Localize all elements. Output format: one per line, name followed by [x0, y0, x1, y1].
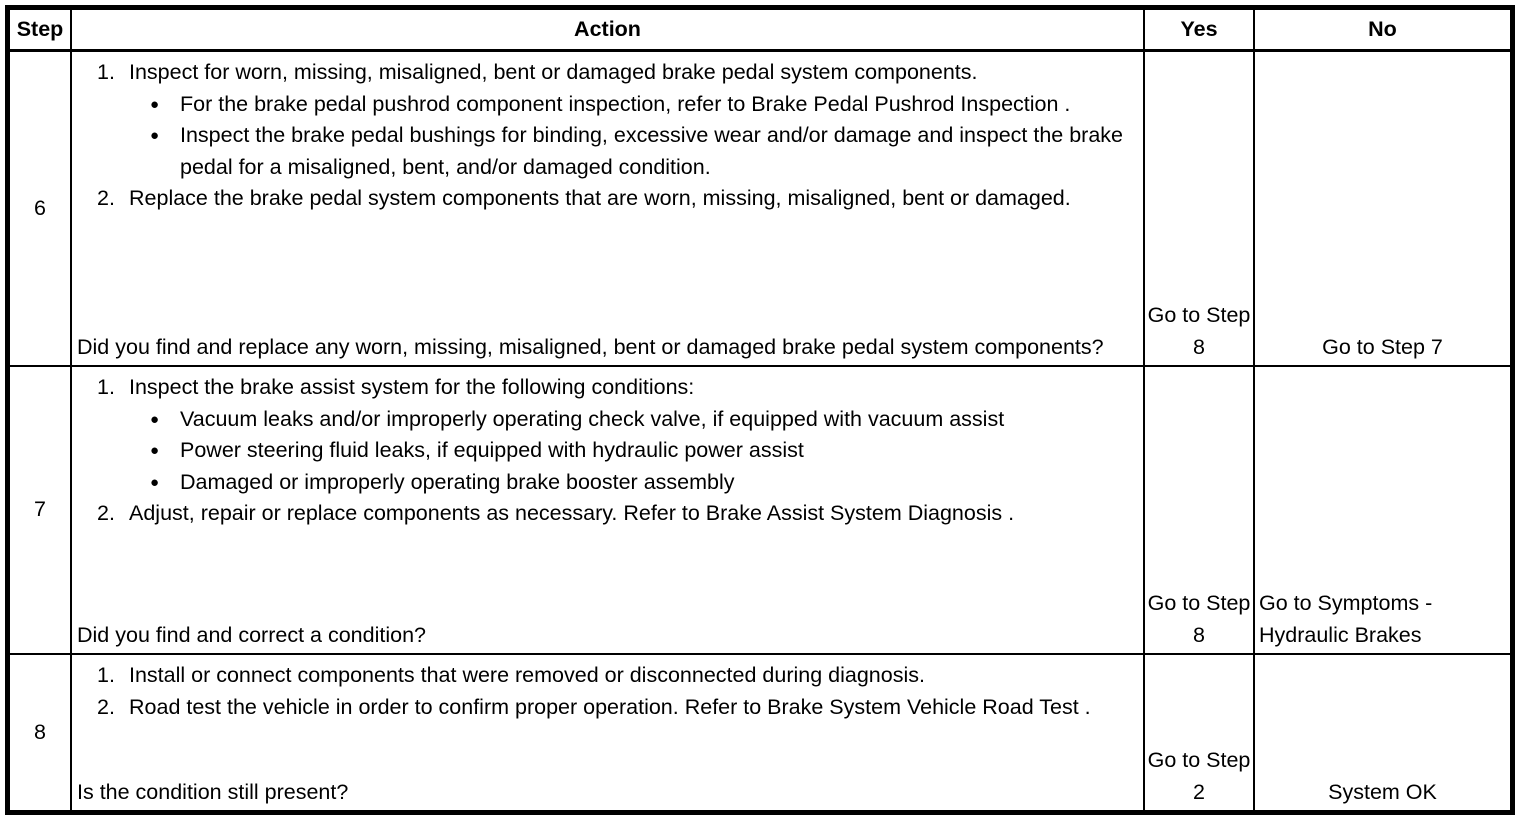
no-value: Go to Step 7	[1322, 334, 1443, 359]
diagnostic-table	[5, 5, 1515, 815]
list-item-text: Adjust, repair or replace components as necessary. Refer to Brake Assist System Diagnosis .	[129, 501, 1015, 525]
column-header-no: No	[1368, 16, 1397, 41]
yes-value: Go to Step 8	[1147, 303, 1251, 359]
no-cell	[1255, 367, 1510, 653]
bullet-icon: ●	[150, 473, 160, 491]
list-item-text: Inspect the brake pedal bushings for binding, excessive wear and/or damage and inspect the brake pedal for a misaligned, bent, and/or damaged condition.	[180, 123, 1124, 179]
list-item-text: For the brake pedal pushrod component inspection, refer to Brake Pedal Pushrod Inspection .	[180, 91, 1071, 116]
list-item	[76, 120, 1135, 183]
list-item	[76, 498, 1135, 530]
no-value: System OK	[1328, 779, 1437, 804]
list-number-marker: 1.	[97, 60, 115, 84]
no-value: Go to Symptoms - Hydraulic Brakes	[1259, 591, 1433, 647]
column-header-yes: Yes	[1145, 10, 1255, 49]
action-cell	[72, 655, 1145, 810]
column-header-action: Action	[72, 10, 1145, 49]
yes-cell	[1145, 655, 1255, 810]
list-item-text: Inspect the brake assist system for the following conditions:	[129, 375, 695, 399]
list-item-text: Damaged or improperly operating brake booster assembly	[180, 469, 735, 494]
list-number-marker: 2.	[97, 694, 115, 719]
list-item	[76, 183, 1135, 215]
column-header-step: Step	[10, 10, 72, 49]
list-item	[76, 435, 1135, 467]
list-number-marker: 2.	[97, 186, 115, 210]
list-item-text: Vacuum leaks and/or improperly operating check valve, if equipped with vacuum assist	[180, 406, 1005, 431]
no-cell	[1255, 655, 1510, 810]
list-item	[76, 404, 1135, 436]
question-text: Did you find and correct a condition?	[77, 622, 426, 647]
bullet-icon: ●	[150, 410, 160, 428]
table-row-step-7	[10, 365, 1510, 653]
step-number: 8	[10, 655, 72, 810]
list-item	[76, 660, 1135, 692]
list-item	[76, 89, 1135, 121]
step-number: 7	[10, 367, 72, 653]
no-cell	[1255, 52, 1510, 365]
yes-value: Go to Step 2	[1147, 748, 1251, 804]
bullet-icon: ●	[150, 442, 160, 459]
action-list	[76, 372, 1135, 530]
step-number: 6	[10, 52, 72, 365]
table-row-step-6	[10, 52, 1510, 365]
list-number-marker: 1.	[97, 375, 115, 399]
list-item	[76, 692, 1135, 724]
list-item-text: Replace the brake pedal system components that are worn, missing, misaligned, bent or damaged.	[129, 186, 1071, 210]
yes-cell	[1145, 52, 1255, 365]
list-item	[76, 467, 1135, 499]
list-item-text: Road test the vehicle in order to confirm proper operation. Refer to Brake System Vehicle Road Test .	[129, 694, 1091, 719]
question-text: Did you find and replace any worn, missing, misaligned, bent or damaged brake pedal system components?	[77, 334, 1104, 359]
list-number-marker: 1.	[97, 663, 115, 687]
yes-value: Go to Step 8	[1147, 591, 1251, 647]
list-item	[76, 57, 1135, 89]
bullet-icon: ●	[150, 95, 160, 113]
action-cell	[72, 367, 1145, 653]
list-item-text: Power steering fluid leaks, if equipped with hydraulic power assist	[180, 438, 804, 462]
list-item-text: Inspect for worn, missing, misaligned, bent or damaged brake pedal system components.	[129, 60, 978, 84]
table-header-row	[10, 10, 1510, 52]
bullet-icon: ●	[150, 127, 160, 144]
list-number-marker: 2.	[97, 501, 115, 525]
action-cell	[72, 52, 1145, 365]
table-row-step-8	[10, 653, 1510, 810]
action-list	[76, 57, 1135, 215]
question-text: Is the condition still present?	[77, 779, 349, 804]
list-item-text: Install or connect components that were removed or disconnected during diagnosis.	[129, 663, 925, 687]
yes-cell	[1145, 367, 1255, 653]
action-list	[76, 660, 1135, 723]
list-item	[76, 372, 1135, 404]
